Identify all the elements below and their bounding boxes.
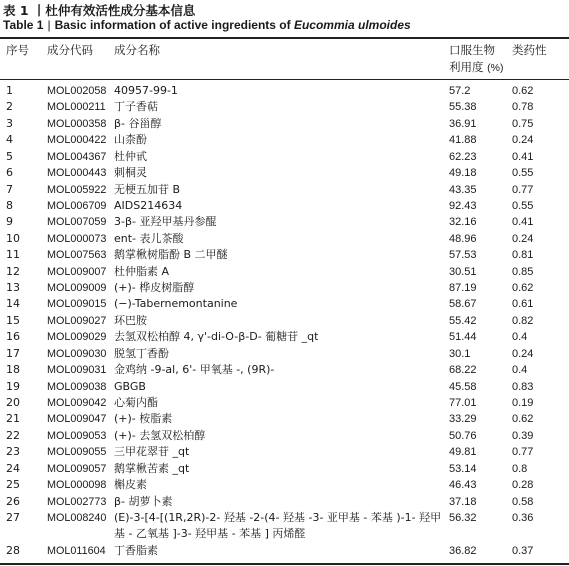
compound-name: 山柰酚 [114,133,147,147]
drug-likeness: 0.77 [512,446,534,459]
row-number: 10 [6,231,20,245]
drug-likeness: 0.62 [512,282,534,295]
drug-likeness: 0.83 [512,380,534,393]
caption-species: Eucommia ulmoides [293,18,411,32]
table-row [0,149,569,165]
row-number: 19 [6,379,20,393]
drug-likeness: 0.58 [512,495,534,508]
compound-name: 无梗五加苷 B [114,182,181,196]
caption-english-text: Basic information of active ingredients of [54,18,294,32]
header-rule [0,79,569,80]
table-row [0,280,569,296]
oral-bioavailability: 46.43 [449,479,477,492]
compound-code: MOL009038 [47,380,107,393]
oral-bioavailability: 53.14 [449,462,477,475]
compound-code: MOL011604 [47,545,106,558]
oral-bioavailability: 41.88 [449,134,477,147]
compound-name: 三甲花翠苷 _qt [114,445,190,459]
table-row [0,264,569,280]
oral-bioavailability: 36.82 [449,545,477,558]
table-row [0,346,569,362]
header-ob-line1: 口服生物 [449,43,495,57]
oral-bioavailability: 49.81 [449,446,477,459]
table-row [0,362,569,378]
row-number: 21 [6,412,20,426]
drug-likeness: 0.4 [512,364,528,377]
header-ob-unit: (%) [487,62,504,74]
compound-name: 槲皮素 [114,478,147,492]
drug-likeness: 0.62 [512,413,534,426]
row-number: 27 [6,510,20,524]
compound-code: MOL009029 [47,331,107,344]
drug-likeness: 0.85 [512,265,534,278]
oral-bioavailability: 33.29 [449,413,477,426]
compound-code: MOL000422 [47,134,107,147]
table-row [0,83,569,99]
row-number: 16 [6,330,20,344]
drug-likeness: 0.61 [512,298,534,311]
drug-likeness: 0.81 [512,249,534,262]
oral-bioavailability: 37.18 [449,495,477,508]
compound-code: MOL009007 [47,265,107,278]
table-row [0,329,569,345]
oral-bioavailability: 32.16 [449,216,477,229]
oral-bioavailability: 55.42 [449,314,477,327]
compound-code: MOL005922 [47,183,107,196]
table-row [0,313,569,329]
table-row [0,116,569,132]
compound-name: 3-β- 亚羟甲基丹参醌 [114,215,217,229]
header-ob-line2 [449,59,504,77]
table-row [0,214,569,230]
oral-bioavailability: 62.23 [449,150,477,163]
compound-name: 丁子香萜 [114,100,158,114]
row-number: 7 [6,182,13,196]
compound-code: MOL008240 [47,511,107,524]
header-dl: 类药性 [512,43,547,57]
row-number: 20 [6,395,20,409]
row-number: 24 [6,461,20,475]
drug-likeness: 0.75 [512,117,534,130]
table-row [0,510,569,543]
oral-bioavailability: 30.1 [449,347,471,360]
table-row [0,428,569,444]
table-row [0,411,569,427]
drug-likeness: 0.36 [512,511,534,524]
table-row [0,182,569,198]
drug-likeness: 0.8 [512,462,528,475]
compound-code: MOL009042 [47,396,107,409]
compound-code: MOL000073 [47,232,107,245]
row-number: 12 [6,264,20,278]
compound-code: MOL009053 [47,429,107,442]
drug-likeness: 0.19 [512,396,534,409]
row-number: 3 [6,116,13,130]
row-number: 2 [6,100,13,114]
compound-name: 40957-99-1 [114,84,178,97]
compound-code: MOL009057 [47,462,107,475]
compound-name: AIDS214634 [114,198,183,212]
compound-code: MOL009015 [47,298,107,311]
table-row [0,132,569,148]
oral-bioavailability: 45.58 [449,380,477,393]
oral-bioavailability: 55.38 [449,101,477,114]
compound-name: (+)- 桦皮树脂醇 [114,281,195,295]
row-number: 15 [6,313,20,327]
caption-chinese: 表 1 丨杜仲有效活性成分基本信息 [3,3,196,18]
row-number: 8 [6,198,13,212]
header-ob-label: 利用度 [449,60,484,74]
compound-code: MOL004367 [47,150,107,163]
compound-code: MOL000211 [47,101,106,114]
compound-name: 环巴胺 [114,313,147,327]
compound-name: 杜仲甙 [114,149,147,163]
table-row [0,99,569,115]
header-no: 序号 [6,43,29,57]
row-number: 17 [6,346,20,360]
compound-name: (+)- 桉脂素 [114,412,173,426]
row-number: 4 [6,133,13,147]
oral-bioavailability: 87.19 [449,282,477,295]
oral-bioavailability: 58.67 [449,298,477,311]
compound-code: MOL009009 [47,282,107,295]
row-number: 13 [6,281,20,295]
drug-likeness: 0.55 [512,167,534,180]
oral-bioavailability: 50.76 [449,429,477,442]
drug-likeness: 0.37 [512,545,534,558]
bottom-rule [0,563,569,565]
drug-likeness: 0.82 [512,314,534,327]
row-number: 14 [6,297,20,311]
oral-bioavailability: 56.32 [449,511,477,524]
row-number: 5 [6,149,13,163]
table-row [0,165,569,181]
oral-bioavailability: 68.22 [449,364,477,377]
compound-name: GBGB [114,379,146,393]
compound-code: MOL002058 [47,85,107,97]
row-number: 22 [6,428,20,442]
oral-bioavailability: 77.01 [449,396,477,409]
row-number: 6 [6,166,13,180]
drug-likeness: 0.28 [512,479,534,492]
oral-bioavailability: 51.44 [449,331,477,344]
row-number: 23 [6,445,20,459]
oral-bioavailability: 48.96 [449,232,477,245]
row-number: 11 [6,248,20,262]
compound-name: (E)-3-[4-[(1R,2R)-2- 羟基 -2-(4- 羟基 -3- 亚甲基 - 苯基 )-1- 羟甲基 - 乙氧基 ]-3- 羟甲基 - 苯基 ] 丙烯醛 [114,510,442,541]
header-code: 成分代码 [47,43,93,57]
compound-code: MOL009031 [47,364,107,377]
table-row [0,296,569,312]
table-row [0,247,569,263]
oral-bioavailability: 43.35 [449,183,477,196]
table-row [0,494,569,510]
compound-code: MOL000358 [47,117,107,130]
compound-name: 鹅掌楸苦素 _qt [114,461,190,475]
drug-likeness: 0.78 [512,101,534,114]
compound-code: MOL009027 [47,314,107,327]
row-number: 1 [6,84,13,97]
oral-bioavailability: 92.43 [449,199,477,212]
drug-likeness: 0.24 [512,347,534,360]
table-row [0,444,569,460]
compound-name: 脱氢丁香酚 [114,346,169,360]
compound-name: 心菊内酯 [114,395,158,409]
table-row [0,395,569,411]
oral-bioavailability: 36.91 [449,117,477,130]
compound-code: MOL006709 [47,199,107,212]
caption-english [3,18,411,32]
compound-code: MOL007563 [47,249,107,262]
compound-name: (−)-Tabernemontanine [114,297,238,311]
compound-name: 金鸡纳 -9-al, 6'- 甲氧基 -, (9R)- [114,363,275,377]
oral-bioavailability: 30.51 [449,265,477,278]
row-number: 18 [6,363,20,377]
compound-name: β- 胡萝卜素 [114,494,173,508]
table-row [0,198,569,214]
drug-likeness: 0.77 [512,183,534,196]
drug-likeness: 0.24 [512,232,534,245]
compound-code: MOL009030 [47,347,107,360]
table-row [0,231,569,247]
compound-name: 刺桐灵 [114,166,147,180]
row-number: 25 [6,478,20,492]
drug-likeness: 0.39 [512,429,534,442]
compound-code: MOL007059 [47,216,107,229]
drug-likeness: 0.55 [512,199,534,212]
top-rule [0,37,569,39]
compound-code: MOL000098 [47,479,107,492]
caption-separator: | [47,18,51,32]
compound-name: 去氢双松柏醇 4, γ'-di-O-β-D- 葡糖苷 _qt [114,330,319,344]
oral-bioavailability: 49.18 [449,167,477,180]
drug-likeness: 0.62 [512,85,534,97]
row-number: 26 [6,494,20,508]
compound-name: ent- 表儿茶酸 [114,231,184,245]
table-row [0,543,569,559]
compound-name: 杜仲脂素 A [114,264,170,278]
row-number: 28 [6,544,20,558]
compound-code: MOL000443 [47,167,107,180]
compound-name: (+)- 去氢双松柏醇 [114,428,206,442]
compound-code: MOL009055 [47,446,107,459]
header-name: 成分名称 [114,43,160,57]
drug-likeness: 0.24 [512,134,534,147]
table-row [0,461,569,477]
compound-code: MOL009047 [47,413,107,426]
drug-likeness: 0.4 [512,331,528,344]
table-row [0,477,569,493]
row-number: 9 [6,215,13,229]
table-row [0,379,569,395]
compound-name: β- 谷甾醇 [114,116,162,130]
oral-bioavailability: 57.2 [449,85,471,97]
compound-name: 鹅掌楸树脂酚 B 二甲醚 [114,248,228,262]
compound-name: 丁香脂素 [114,544,158,558]
drug-likeness: 0.41 [512,150,534,163]
oral-bioavailability: 57.53 [449,249,477,262]
caption-table-number: Table 1 [3,18,44,32]
drug-likeness: 0.41 [512,216,534,229]
compound-code: MOL002773 [47,495,107,508]
